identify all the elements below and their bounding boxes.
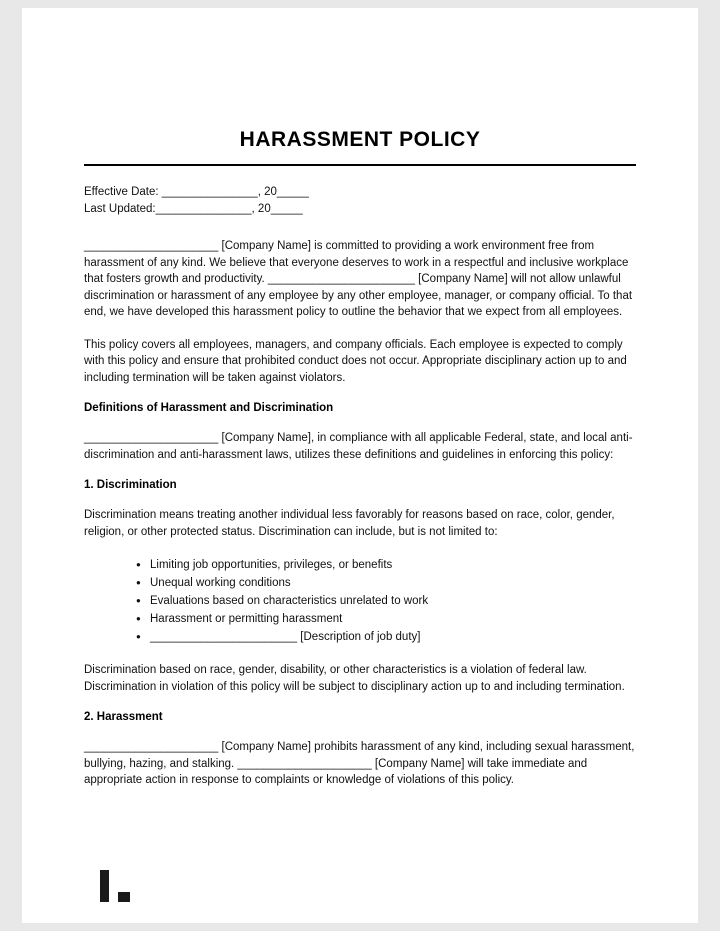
effective-date-line: Effective Date: _______________, 20_____ bbox=[84, 186, 309, 198]
document-meta bbox=[84, 184, 636, 218]
list-item: ● Unequal working conditions bbox=[136, 574, 636, 592]
logo-notch bbox=[111, 892, 118, 902]
title-divider bbox=[84, 164, 636, 166]
subsection-heading-harassment: 2. Harassment bbox=[84, 711, 163, 723]
list-item: ● _______________________ [Description of job duty] bbox=[136, 628, 636, 646]
logo-vertical-bar bbox=[100, 870, 109, 902]
section-heading-definitions: Definitions of Harassment and Discrimination bbox=[84, 402, 334, 414]
list-item: ● Harassment or permitting harassment bbox=[136, 610, 636, 628]
paragraph-definitions-intro: _____________________ [Company Name], in compliance with all applicable Federal, state, and local anti-discrimination and anti-harassment laws, utilizes these definitions and guidelines in enforcing this policy: bbox=[84, 432, 633, 461]
paragraph-discrimination-body: Discrimination means treating another individual less favorably for reasons based on race, color, gender, religion, or other protected status. Discrimination can include, but is not limited to: bbox=[84, 509, 615, 538]
legal-templates-logo-icon bbox=[100, 870, 130, 902]
subsection-heading-discrimination: 1. Discrimination bbox=[84, 479, 177, 491]
paragraph-discrimination-closing: Discrimination based on race, gender, disability, or other characteristics is a violation of federal law. Discrimination in violation of this policy will be subject to disciplinary action up to and including termination. bbox=[84, 664, 625, 693]
page-title: HARASSMENT POLICY bbox=[239, 128, 481, 151]
document-content bbox=[84, 128, 636, 805]
list-item: ● Evaluations based on characteristics unrelated to work bbox=[136, 592, 636, 610]
paragraph-coverage: This policy covers all employees, managers, and company officials. Each employee is expected to comply with this policy and ensure that prohibited conduct does not occur. Appropriate disciplinary action up to and including termination will be taken against violators. bbox=[84, 338, 627, 384]
paragraph-intro: _____________________ [Company Name] is committed to providing a work environment free from harassment of any kind. We believe that everyone deserves to work in a respectful and inclusive workplace that fosters growth and productivity. _______________________ [Company Name] will not allow unlawful discrimination or harassment of any employee by any other employee, manager, or company official. To that end, we have developed this harassment policy to outline the behavior that we expect from all employees. bbox=[84, 240, 633, 318]
document-page bbox=[22, 8, 698, 923]
last-updated-line: Last Updated:_______________, 20_____ bbox=[84, 203, 303, 215]
list-item: ● Limiting job opportunities, privileges, or benefits bbox=[136, 556, 636, 574]
paragraph-harassment-body: _____________________ [Company Name] prohibits harassment of any kind, including sexual harassment, bullying, hazing, and stalking. _____________________ [Company Name] will take immediate and appropriate action in response to complaints or knowledge of violations of this policy. bbox=[84, 741, 635, 786]
discrimination-bullet-list bbox=[84, 556, 636, 646]
